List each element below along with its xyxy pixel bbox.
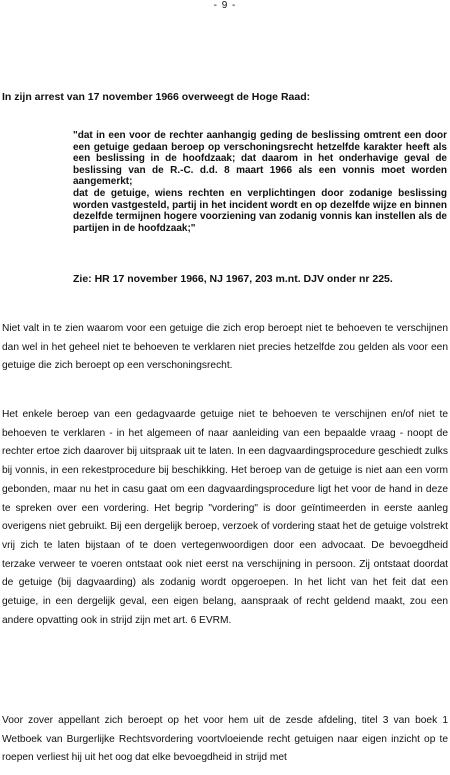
quote-paragraph-2: dat de getuige, wiens rechten en verplichtingen door zodanige beslissing worden vastgesteld, partij in het incident wordt en op dezelfde wijze en binnen dezelfde termijnen hogere voorziening van zodanig vonnis kan instellen als de partijen in de hoofdzaak;" [73,187,447,234]
case-citation: Zie: HR 17 november 1966, NJ 1967, 203 m.nt. DJV onder nr 225. [73,273,393,285]
block-quote [73,130,447,234]
body-paragraph-3: Voor zover appellant zich beroept op het voor hem uit de zesde afdeling, titel 3 van boek 1 Wetboek van Burgerlijke Rechtsvordering voortvloeiende recht getuigen naar eigen inzicht op te roepen verliest hij uit het oog dat elke bevoegdheid in strijd met [2,715,448,764]
quote-paragraph-1: "dat in een voor de rechter aanhangig geding de beslissing omtrent een door een getuige gedaan beroep op verschoningsrecht hetzelfde karakter heeft als een beslissing in de hoofdzaak; dat daarom in het onderhavige geval de beslissing van de R.-C. d.d. 8 maart 1966 als een vonnis moet worden aangemerkt; [73,130,447,188]
body-paragraph-2: Het enkele beroep van een gedagvaarde getuige niet te behoeven te verschijnen en/of niet te behoeven te verklaren - in het algemeen of naar aanleiding van een bepaalde vraag - noopt de rechter ertoe zich daarover bij uitspraak uit te laten. In een dagvaardingsprocedure geschiedt zulks bij vonnis, in een rekestprocedure bij beschikking. Het beroep van de getuige is niet aan een vorm gebonden, maar nu het in casu gaat om een dagvaardingsprocedure ligt het voor de hand in deze te spreken over een vordering. Het begrip "vordering" is door geïntimeerden in eerste aanleg overigens niet gebruikt. Bij een dergelijk beroep, verzoek of vordering staat het de getuige volstrekt vrij zich te laten bijstaan of te doen vertegenwoordigen door een advocaat. De bevoegdheid terzake verweer te voeren ontstaat ook niet eerst na verschijning in persoon. Zij ontstaat doordat de getuige (bij dagvaarding) als zodanig wordt opgeroepen. In het licht van het feit dat een getuige, in een dergelijk geval, een eigen belang, aanspraak of recht geldend maakt, zou een andere opvatting ook in strijd zijn met art. 6 EVRM. [2,409,448,626]
body-paragraph-1: Niet valt in te zien waarom voor een getuige die zich erop beroept niet te behoeven te verschijnen dan wel in het geheel niet te behoeven te verklaren niet precies hetzelfde zou gelden als voor een getuige die zich beroept op een verschoningsrecht. [2,323,448,372]
intro-sentence: In zijn arrest van 17 november 1966 overweegt de Hoge Raad: [2,91,311,103]
page-number: - 9 - [213,0,237,11]
